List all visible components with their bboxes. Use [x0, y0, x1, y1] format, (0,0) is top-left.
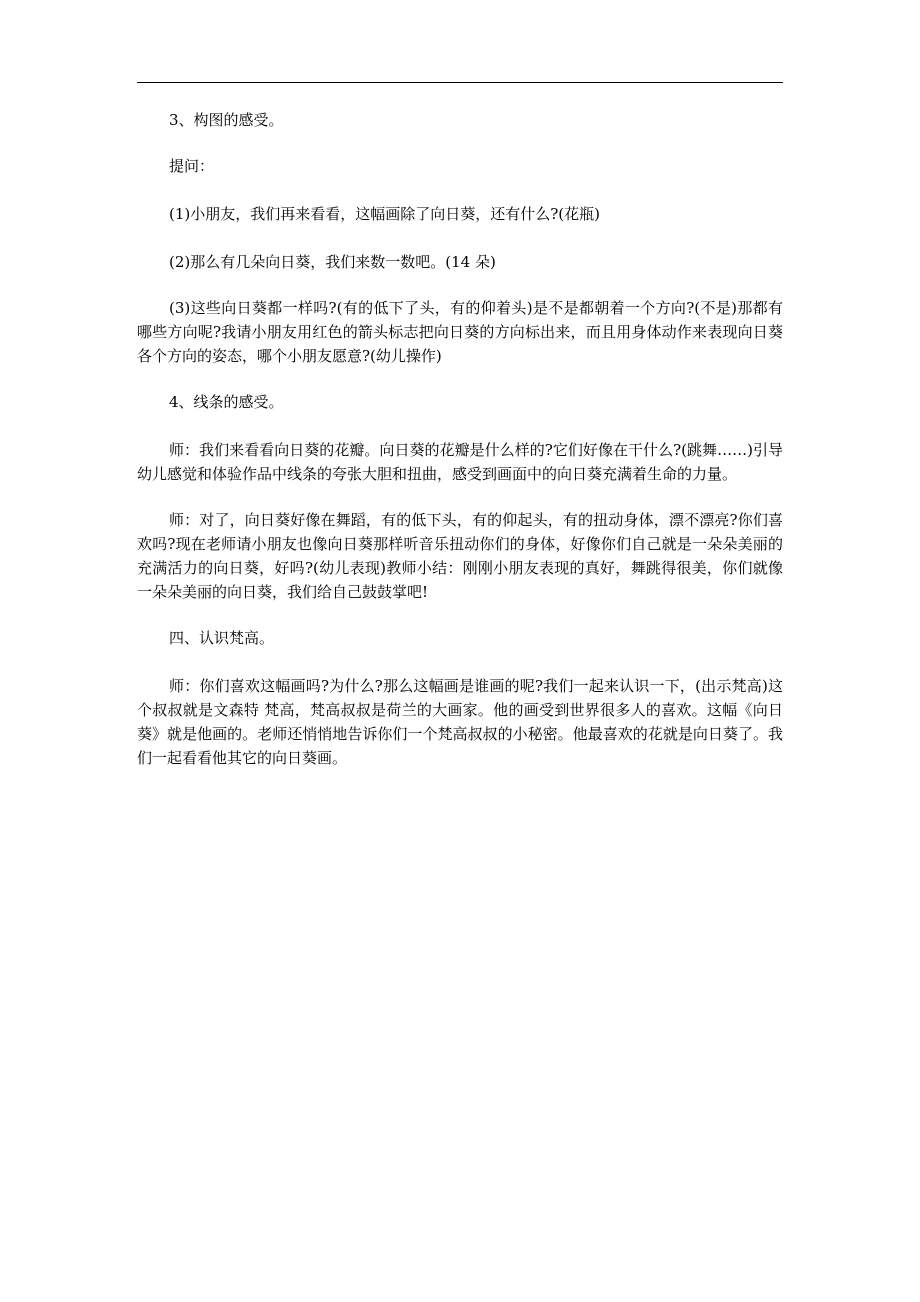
- document-body: [137, 108, 783, 770]
- teacher-paragraph-petals: 师：我们来看看向日葵的花瓣。向日葵的花瓣是什么样的?它们好像在干什么?(跳舞……)引导幼儿感觉和体验作品中线条的夸张大胆和扭曲，感受到画面中的向日葵充满着生命的力量。: [137, 441, 783, 483]
- section-heading-lines: 4、线条的感受。: [169, 393, 284, 411]
- question-3: (3)这些向日葵都一样吗?(有的低下了头，有的仰着头)是不是都朝着一个方向?(不是)那都有哪些方向呢?我请小朋友用红色的箭头标志把向日葵的方向标出来，而且用身体动作来表现向日葵各个方向的姿态，哪个小朋友愿意?(幼儿操作): [137, 299, 783, 365]
- header-rule: [137, 82, 783, 83]
- teacher-paragraph-van-gogh: 师：你们喜欢这幅画吗?为什么?那么这幅画是谁画的呢?我们一起来认识一下，(出示梵高)这个叔叔就是文森特 梵高，梵高叔叔是荷兰的大画家。他的画受到世界很多人的喜欢。这幅《向日葵》就是他画的。老师还悄悄地告诉你们一个梵高叔叔的小秘密。他最喜欢的花就是向日葵了。我们一起看看他其它的向日葵画。: [137, 677, 783, 767]
- question-1: (1)小朋友，我们再来看看，这幅画除了向日葵，还有什么?(花瓶): [169, 205, 600, 223]
- section-heading-van-gogh: 四、认识梵高。: [169, 629, 275, 647]
- questions-label: 提问：: [169, 157, 215, 175]
- question-2: (2)那么有几朵向日葵，我们来数一数吧。(14 朵): [169, 253, 496, 271]
- teacher-paragraph-dance: 师：对了，向日葵好像在舞蹈，有的低下头，有的仰起头，有的扭动身体，漂不漂亮?你们喜欢吗?现在老师请小朋友也像向日葵那样听音乐扭动你们的身体，好像你们自己就是一朵朵美丽的充满活力的向日葵，好吗?(幼儿表现)教师小结：刚刚小朋友表现的真好，舞跳得很美，你们就像一朵朵美丽的向日葵，我们给自己鼓鼓掌吧!: [137, 511, 783, 601]
- section-heading-composition: 3、构图的感受。: [169, 111, 284, 129]
